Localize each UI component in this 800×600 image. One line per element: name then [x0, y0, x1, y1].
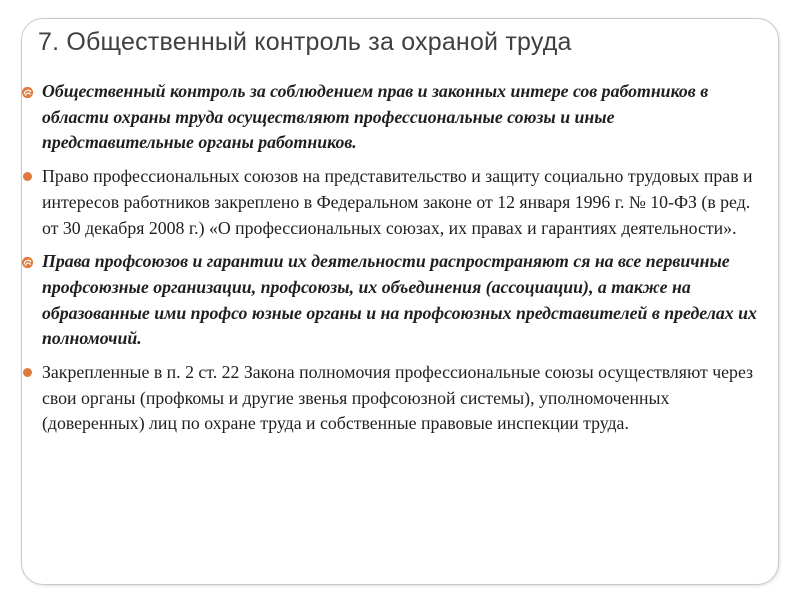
bullet-text: Общественный контроль за соблюдением прав и законных интере сов работников в области охраны труда осуществляют профессиональные союзы и иные представительные органы работников.: [42, 81, 709, 153]
bullet-item: [20, 249, 765, 352]
dot-bullet-icon: [23, 368, 32, 377]
swirl-bullet-icon: [21, 86, 34, 99]
slide-title: 7. Общественный контроль за охраной труда: [38, 28, 572, 56]
dot-bullet-icon: [23, 172, 32, 181]
swirl-bullet-icon: [21, 256, 34, 269]
slide-content: [20, 79, 765, 445]
bullet-text: Право профессиональных союзов на представительство и защиту социально трудовых прав и интересов работников закреплено в Федеральном законе от 12 января 1996 г. № 10-ФЗ (в ред. от 30 декабря 2008 г.) «О профессиональных союзах, их правах и гарантиях деятельности».: [42, 166, 753, 238]
bullet-text: Права профсоюзов и гарантии их деятельности распространяют ся на все первичные профсоюзные организации, профсоюзы, их объединения (ассоциации), а также на образованные ими профсо юзные органы и на профсоюзных представителей в пределах их полномочий.: [42, 251, 757, 349]
bullet-item: [20, 164, 765, 241]
bullet-item: [20, 79, 765, 156]
bullet-item: [20, 360, 765, 437]
bullet-text: Закрепленные в п. 2 ст. 22 Закона полномочия профессиональные союзы осуществляют через свои органы (профкомы и другие звенья профсоюзной системы), уполномоченных (доверенных) лиц по охране труда и собственные правовые инспекции труда.: [42, 362, 754, 434]
